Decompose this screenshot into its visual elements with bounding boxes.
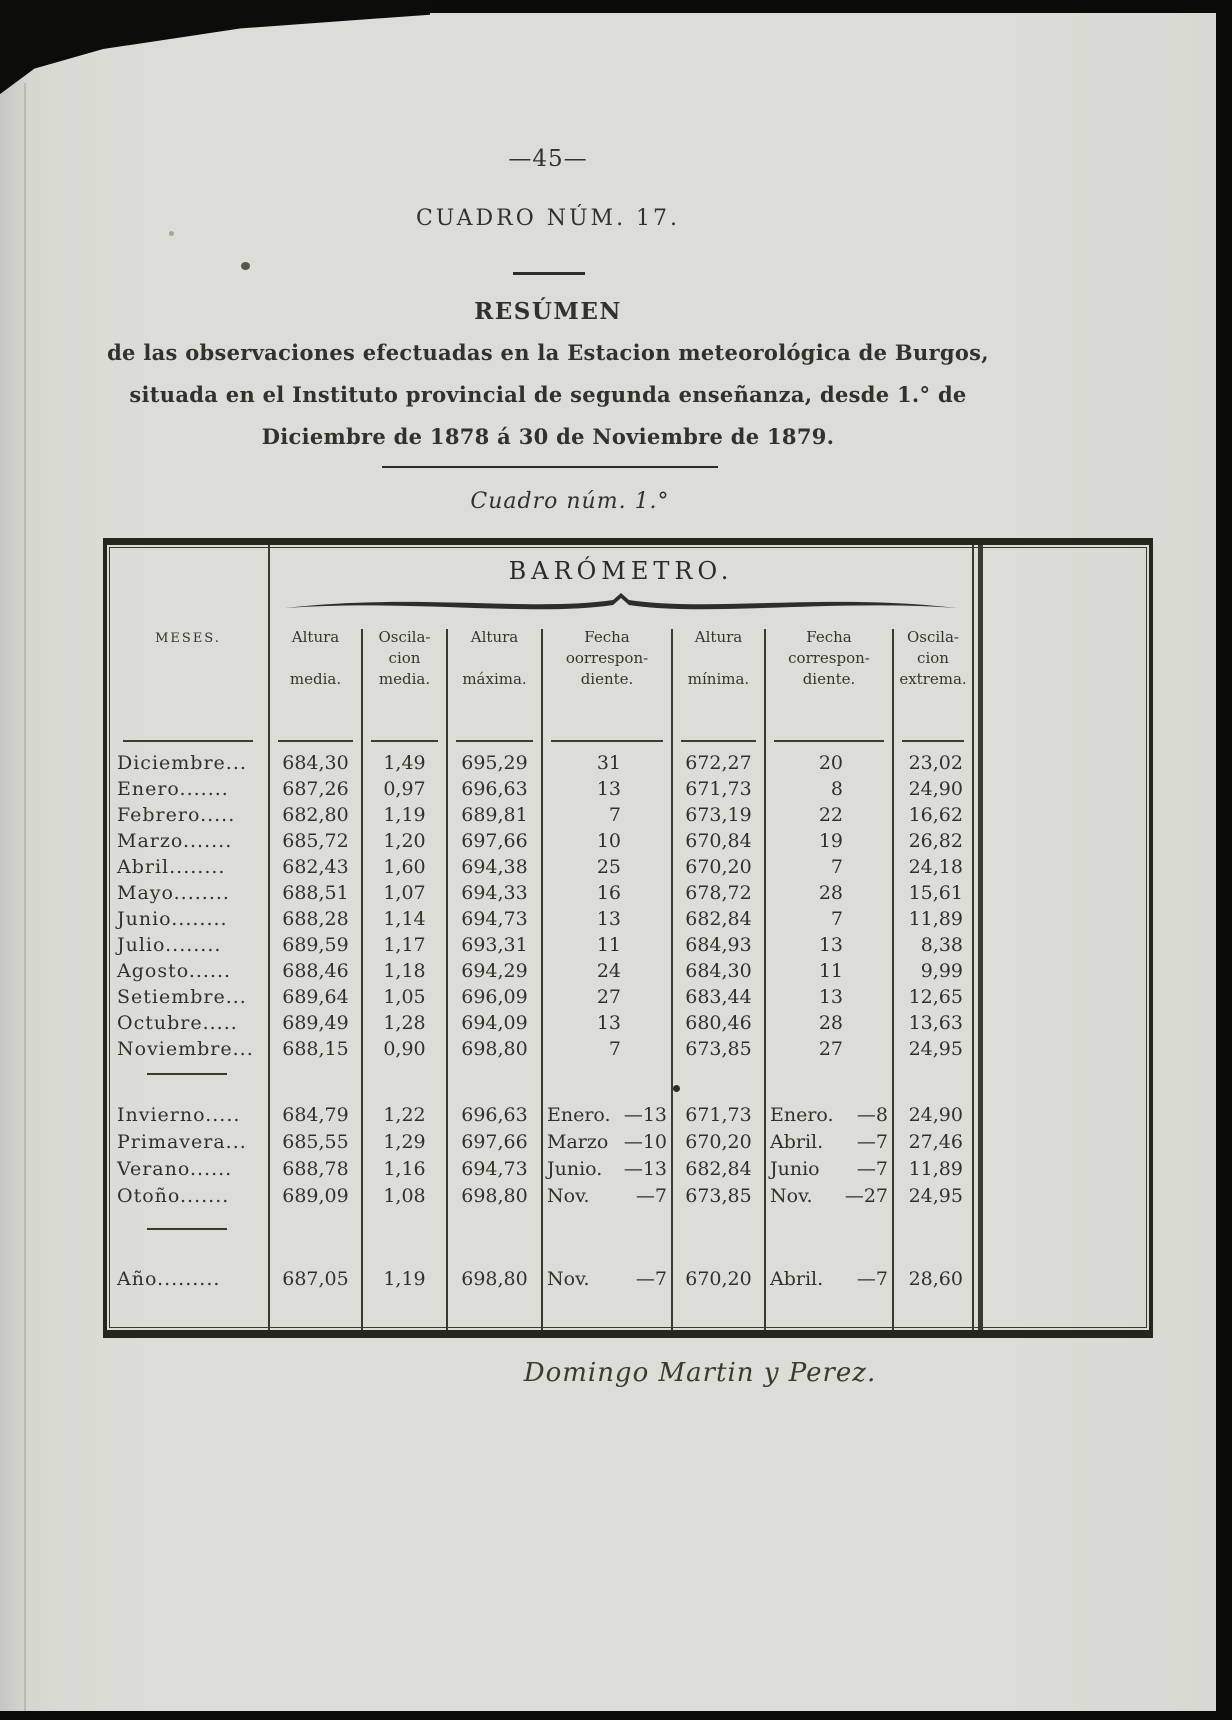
altura-maxima-cell: 696,09 <box>461 986 528 1008</box>
oscilacion-extrema-cell: 15,61 <box>908 882 963 904</box>
altura-minima-cell: 671,73 <box>685 778 752 800</box>
oscilacion-media-cell: 1,29 <box>383 1130 426 1153</box>
altura-minima-cell: 678,72 <box>685 882 752 904</box>
fecha-maxima-cell <box>542 1104 672 1126</box>
oscilacion-media-cell: 1,16 <box>383 1157 426 1180</box>
oscilacion-media-cell: 1,22 <box>383 1103 426 1126</box>
decorative-brace <box>285 591 957 615</box>
fecha-month: Junio <box>770 1157 820 1180</box>
year-row <box>107 1265 973 1292</box>
altura-media-cell: 688,46 <box>282 960 349 982</box>
oscilacion-media-cell: 1,05 <box>383 986 426 1008</box>
header-line: Oscila- <box>378 628 431 646</box>
header-line: extrema. <box>899 670 967 688</box>
fecha-maxima-cell: 11 <box>596 934 621 956</box>
header-underline <box>371 740 438 742</box>
meses-cell: Enero....... <box>117 778 229 800</box>
column-header-altura-media <box>269 629 362 687</box>
oscilacion-extrema-cell: 26,82 <box>908 830 963 852</box>
header-line: Oscila- <box>906 628 959 646</box>
altura-media-cell: 685,72 <box>282 830 349 852</box>
table-caption: Cuadro núm. 1.° <box>470 489 670 514</box>
oscilacion-media-cell: 1,08 <box>383 1184 426 1207</box>
fecha-day: —27 <box>844 1184 888 1207</box>
fecha-month: Nov. <box>547 1267 590 1290</box>
fecha-minima-cell: 28 <box>818 882 843 904</box>
altura-minima-cell: 673,19 <box>685 804 752 826</box>
oscilacion-extrema-cell: 11,89 <box>908 1157 963 1180</box>
meses-cell: Agosto...... <box>117 960 232 982</box>
heading-rule <box>513 272 585 275</box>
meses-cell: Julio........ <box>117 934 222 956</box>
meses-cell: Setiembre... <box>117 986 247 1008</box>
table-row <box>107 1036 973 1062</box>
header-line: diente. <box>802 670 856 688</box>
oscilacion-extrema-cell: 12,65 <box>908 986 963 1008</box>
altura-media-cell: 684,79 <box>282 1103 349 1126</box>
altura-media-cell: 684,30 <box>282 752 349 774</box>
meses-cell: Verano...... <box>117 1157 233 1180</box>
header-line: Fecha <box>584 628 630 646</box>
oscilacion-extrema-cell: 11,89 <box>908 908 963 930</box>
header-line: Altura <box>470 628 519 646</box>
section-separator-dash <box>147 1228 227 1230</box>
altura-minima-cell: 670,20 <box>685 1267 752 1290</box>
fecha-minima-cell <box>765 1185 893 1207</box>
altura-maxima-cell: 698,80 <box>461 1038 528 1060</box>
altura-minima-cell: 673,85 <box>685 1184 752 1207</box>
oscilacion-media-cell: 1,19 <box>383 804 426 826</box>
fecha-maxima-cell: 7 <box>608 804 621 826</box>
column-header-fecha-maxima <box>542 629 672 687</box>
fecha-maxima-cell <box>542 1158 672 1180</box>
oscilacion-extrema-cell: 28,60 <box>908 1267 963 1290</box>
altura-media-cell: 682,43 <box>282 856 349 878</box>
altura-media-cell: 688,51 <box>282 882 349 904</box>
oscilacion-media-cell: 1,49 <box>383 752 426 774</box>
meses-cell: Diciembre... <box>117 752 247 774</box>
altura-maxima-cell: 698,80 <box>461 1184 528 1207</box>
subtitle-line: Diciembre de 1878 á 30 de Noviembre de 1879. <box>261 424 835 449</box>
page-number: —45— <box>508 146 588 172</box>
header-underline <box>123 740 253 742</box>
oscilacion-media-cell: 1,20 <box>383 830 426 852</box>
fecha-minima-cell <box>765 1131 893 1153</box>
table-row <box>107 750 973 776</box>
header-line: oorrespon- <box>565 649 649 667</box>
altura-minima-cell: 673,85 <box>685 1038 752 1060</box>
meses-cell: Octubre..... <box>117 1012 238 1034</box>
altura-maxima-cell: 696,63 <box>461 1103 528 1126</box>
oscilacion-media-cell: 1,19 <box>383 1267 426 1290</box>
oscilacion-extrema-cell: 24,90 <box>908 778 963 800</box>
column-divider <box>978 545 983 1330</box>
header-line: mínima. <box>687 670 750 688</box>
fecha-maxima-cell: 13 <box>596 1012 621 1034</box>
column-header-meses <box>107 629 269 687</box>
altura-minima-cell: 682,84 <box>685 1157 752 1180</box>
header-line: Altura <box>291 628 340 646</box>
oscilacion-extrema-cell: 24,95 <box>908 1184 963 1207</box>
subtitle-rule <box>382 466 718 468</box>
fecha-minima-cell: 13 <box>818 986 843 1008</box>
table-row <box>107 1265 973 1292</box>
header-underline <box>902 740 964 742</box>
fecha-minima-cell: 8 <box>830 778 843 800</box>
altura-maxima-cell: 694,73 <box>461 908 528 930</box>
altura-media-cell: 682,80 <box>282 804 349 826</box>
meses-cell: Junio........ <box>117 908 228 930</box>
meses-cell: Noviembre... <box>117 1038 254 1060</box>
cuadro-heading: CUADRO NÚM. 17. <box>415 206 681 231</box>
altura-media-cell: 688,15 <box>282 1038 349 1060</box>
fecha-maxima-cell <box>542 1268 672 1290</box>
ink-speck <box>673 1085 680 1092</box>
fecha-minima-cell: 19 <box>818 830 843 852</box>
oscilacion-media-cell: 0,90 <box>383 1038 426 1060</box>
oscilacion-media-cell: 1,28 <box>383 1012 426 1034</box>
fecha-minima-cell: 20 <box>818 752 843 774</box>
fecha-day: —7 <box>856 1267 888 1290</box>
oscilacion-media-cell: 1,07 <box>383 882 426 904</box>
fecha-day: —13 <box>623 1157 667 1180</box>
fecha-day: —10 <box>623 1130 667 1153</box>
oscilacion-media-cell: 1,60 <box>383 856 426 878</box>
header-line: cion <box>388 649 421 667</box>
table-row <box>107 932 973 958</box>
header-line: correspon- <box>788 649 870 667</box>
signature: Domingo Martin y Perez. <box>523 1358 877 1388</box>
fecha-day: —13 <box>623 1103 667 1126</box>
table-row <box>107 802 973 828</box>
column-header-oscilacion-media <box>362 629 447 687</box>
table-row <box>107 906 973 932</box>
altura-minima-cell: 670,20 <box>685 1130 752 1153</box>
fecha-minima-cell: 22 <box>818 804 843 826</box>
altura-maxima-cell: 697,66 <box>461 1130 528 1153</box>
fecha-minima-cell: 7 <box>830 908 843 930</box>
meses-cell: Primavera... <box>117 1130 247 1153</box>
table-row <box>107 1155 973 1182</box>
meses-cell: Otoño....... <box>117 1184 230 1207</box>
fecha-maxima-cell: 31 <box>596 752 621 774</box>
meses-cell: Abril........ <box>117 856 226 878</box>
altura-media-cell: 688,78 <box>282 1157 349 1180</box>
altura-maxima-cell: 696,63 <box>461 778 528 800</box>
altura-minima-cell: 671,73 <box>685 1103 752 1126</box>
altura-media-cell: 687,05 <box>282 1267 349 1290</box>
oscilacion-media-cell: 0,97 <box>383 778 426 800</box>
fecha-maxima-cell: 25 <box>596 856 621 878</box>
fecha-minima-cell: 11 <box>818 960 843 982</box>
fecha-minima-cell: 13 <box>818 934 843 956</box>
ink-speck <box>241 262 250 270</box>
fecha-month: Nov. <box>770 1184 813 1207</box>
resumen-title: RESÚMEN <box>474 298 622 325</box>
meses-cell: Mayo........ <box>117 882 230 904</box>
altura-maxima-cell: 694,33 <box>461 882 528 904</box>
altura-maxima-cell: 694,09 <box>461 1012 528 1034</box>
oscilacion-extrema-cell: 9,99 <box>920 960 963 982</box>
altura-minima-cell: 683,44 <box>685 986 752 1008</box>
altura-maxima-cell: 694,38 <box>461 856 528 878</box>
fecha-minima-cell <box>765 1104 893 1126</box>
altura-media-cell: 687,26 <box>282 778 349 800</box>
table-group-header: BARÓMETRO. <box>508 557 734 585</box>
meses-cell: Invierno..... <box>117 1103 241 1126</box>
altura-media-cell: 689,59 <box>282 934 349 956</box>
header-underline <box>774 740 884 742</box>
oscilacion-extrema-cell: 27,46 <box>908 1130 963 1153</box>
fecha-month: Enero. <box>770 1103 834 1126</box>
fecha-day: —7 <box>635 1267 667 1290</box>
altura-media-cell: 688,28 <box>282 908 349 930</box>
table-row <box>107 1128 973 1155</box>
barometro-table <box>103 538 1153 1338</box>
header-line: Altura <box>694 628 743 646</box>
column-header-oscilacion-extrema <box>893 629 973 687</box>
altura-media-cell: 685,55 <box>282 1130 349 1153</box>
oscilacion-extrema-cell: 16,62 <box>908 804 963 826</box>
section-separator-dash <box>147 1073 227 1075</box>
oscilacion-extrema-cell: 13,63 <box>908 1012 963 1034</box>
fecha-month: Junio. <box>547 1157 603 1180</box>
header-line: cion <box>917 649 949 667</box>
fecha-maxima-cell: 16 <box>596 882 621 904</box>
table-row <box>107 854 973 880</box>
altura-media-cell: 689,49 <box>282 1012 349 1034</box>
altura-maxima-cell: 697,66 <box>461 830 528 852</box>
fecha-maxima-cell <box>542 1131 672 1153</box>
oscilacion-extrema-cell: 24,90 <box>908 1103 963 1126</box>
altura-maxima-cell: 695,29 <box>461 752 528 774</box>
fecha-maxima-cell: 27 <box>596 986 621 1008</box>
table-row <box>107 958 973 984</box>
fecha-month: Abril. <box>770 1267 824 1290</box>
header-underline <box>551 740 663 742</box>
fecha-minima-cell: 27 <box>818 1038 843 1060</box>
table-row <box>107 880 973 906</box>
altura-minima-cell: 672,27 <box>685 752 752 774</box>
oscilacion-media-cell: 1,17 <box>383 934 426 956</box>
fecha-day: —7 <box>856 1157 888 1180</box>
header-line: MESES. <box>155 631 221 646</box>
table-row <box>107 1101 973 1128</box>
header-line: diente. <box>580 670 634 688</box>
table-row <box>107 776 973 802</box>
table-row <box>107 828 973 854</box>
altura-media-cell: 689,09 <box>282 1184 349 1207</box>
table-row <box>107 1182 973 1209</box>
season-rows <box>107 1101 973 1209</box>
altura-minima-cell: 680,46 <box>685 1012 752 1034</box>
fecha-maxima-cell: 10 <box>596 830 621 852</box>
altura-maxima-cell: 689,81 <box>461 804 528 826</box>
fecha-day: —7 <box>856 1130 888 1153</box>
fecha-minima-cell <box>765 1268 893 1290</box>
month-rows <box>107 750 973 1062</box>
fecha-month: Marzo <box>547 1130 609 1153</box>
altura-maxima-cell: 693,31 <box>461 934 528 956</box>
meses-cell: Febrero..... <box>117 804 236 826</box>
header-line: Fecha <box>806 628 852 646</box>
altura-maxima-cell: 698,80 <box>461 1267 528 1290</box>
fecha-maxima-cell: 13 <box>596 908 621 930</box>
subtitle-line: situada en el Instituto provincial de segunda enseñanza, desde 1.° de <box>129 382 967 407</box>
oscilacion-extrema-cell: 24,95 <box>908 1038 963 1060</box>
fecha-minima-cell: 7 <box>830 856 843 878</box>
altura-minima-cell: 682,84 <box>685 908 752 930</box>
fecha-minima-cell: 28 <box>818 1012 843 1034</box>
fecha-maxima-cell: 24 <box>596 960 621 982</box>
meses-cell: Año......... <box>117 1267 221 1290</box>
fecha-day: —7 <box>635 1184 667 1207</box>
column-header-altura-minima <box>672 629 765 687</box>
table-header-row <box>107 629 973 687</box>
fecha-maxima-cell: 13 <box>596 778 621 800</box>
header-underline <box>278 740 353 742</box>
header-line: media. <box>378 670 431 688</box>
meses-cell: Marzo....... <box>117 830 233 852</box>
oscilacion-extrema-cell: 24,18 <box>908 856 963 878</box>
altura-minima-cell: 670,20 <box>685 856 752 878</box>
altura-maxima-cell: 694,29 <box>461 960 528 982</box>
fecha-maxima-cell <box>542 1185 672 1207</box>
oscilacion-extrema-cell: 8,38 <box>920 934 963 956</box>
fecha-month: Enero. <box>547 1103 611 1126</box>
fecha-maxima-cell: 7 <box>608 1038 621 1060</box>
fecha-month: Abril. <box>770 1130 824 1153</box>
header-line: media. <box>289 670 342 688</box>
oscilacion-extrema-cell: 23,02 <box>908 752 963 774</box>
table-row <box>107 1010 973 1036</box>
table-row <box>107 984 973 1010</box>
column-header-fecha-minima <box>765 629 893 687</box>
altura-maxima-cell: 694,73 <box>461 1157 528 1180</box>
column-header-altura-maxima <box>447 629 542 687</box>
fecha-minima-cell <box>765 1158 893 1180</box>
subtitle-line: de las observaciones efectuadas en la Estacion meteorológica de Burgos, <box>107 340 989 365</box>
altura-minima-cell: 684,93 <box>685 934 752 956</box>
header-underline <box>681 740 756 742</box>
ink-speck <box>169 231 174 236</box>
fecha-day: —8 <box>856 1103 888 1126</box>
oscilacion-media-cell: 1,18 <box>383 960 426 982</box>
fecha-month: Nov. <box>547 1184 590 1207</box>
altura-minima-cell: 684,30 <box>685 960 752 982</box>
oscilacion-media-cell: 1,14 <box>383 908 426 930</box>
altura-media-cell: 689,64 <box>282 986 349 1008</box>
header-line: máxima. <box>462 670 527 688</box>
altura-minima-cell: 670,84 <box>685 830 752 852</box>
header-underline <box>456 740 533 742</box>
